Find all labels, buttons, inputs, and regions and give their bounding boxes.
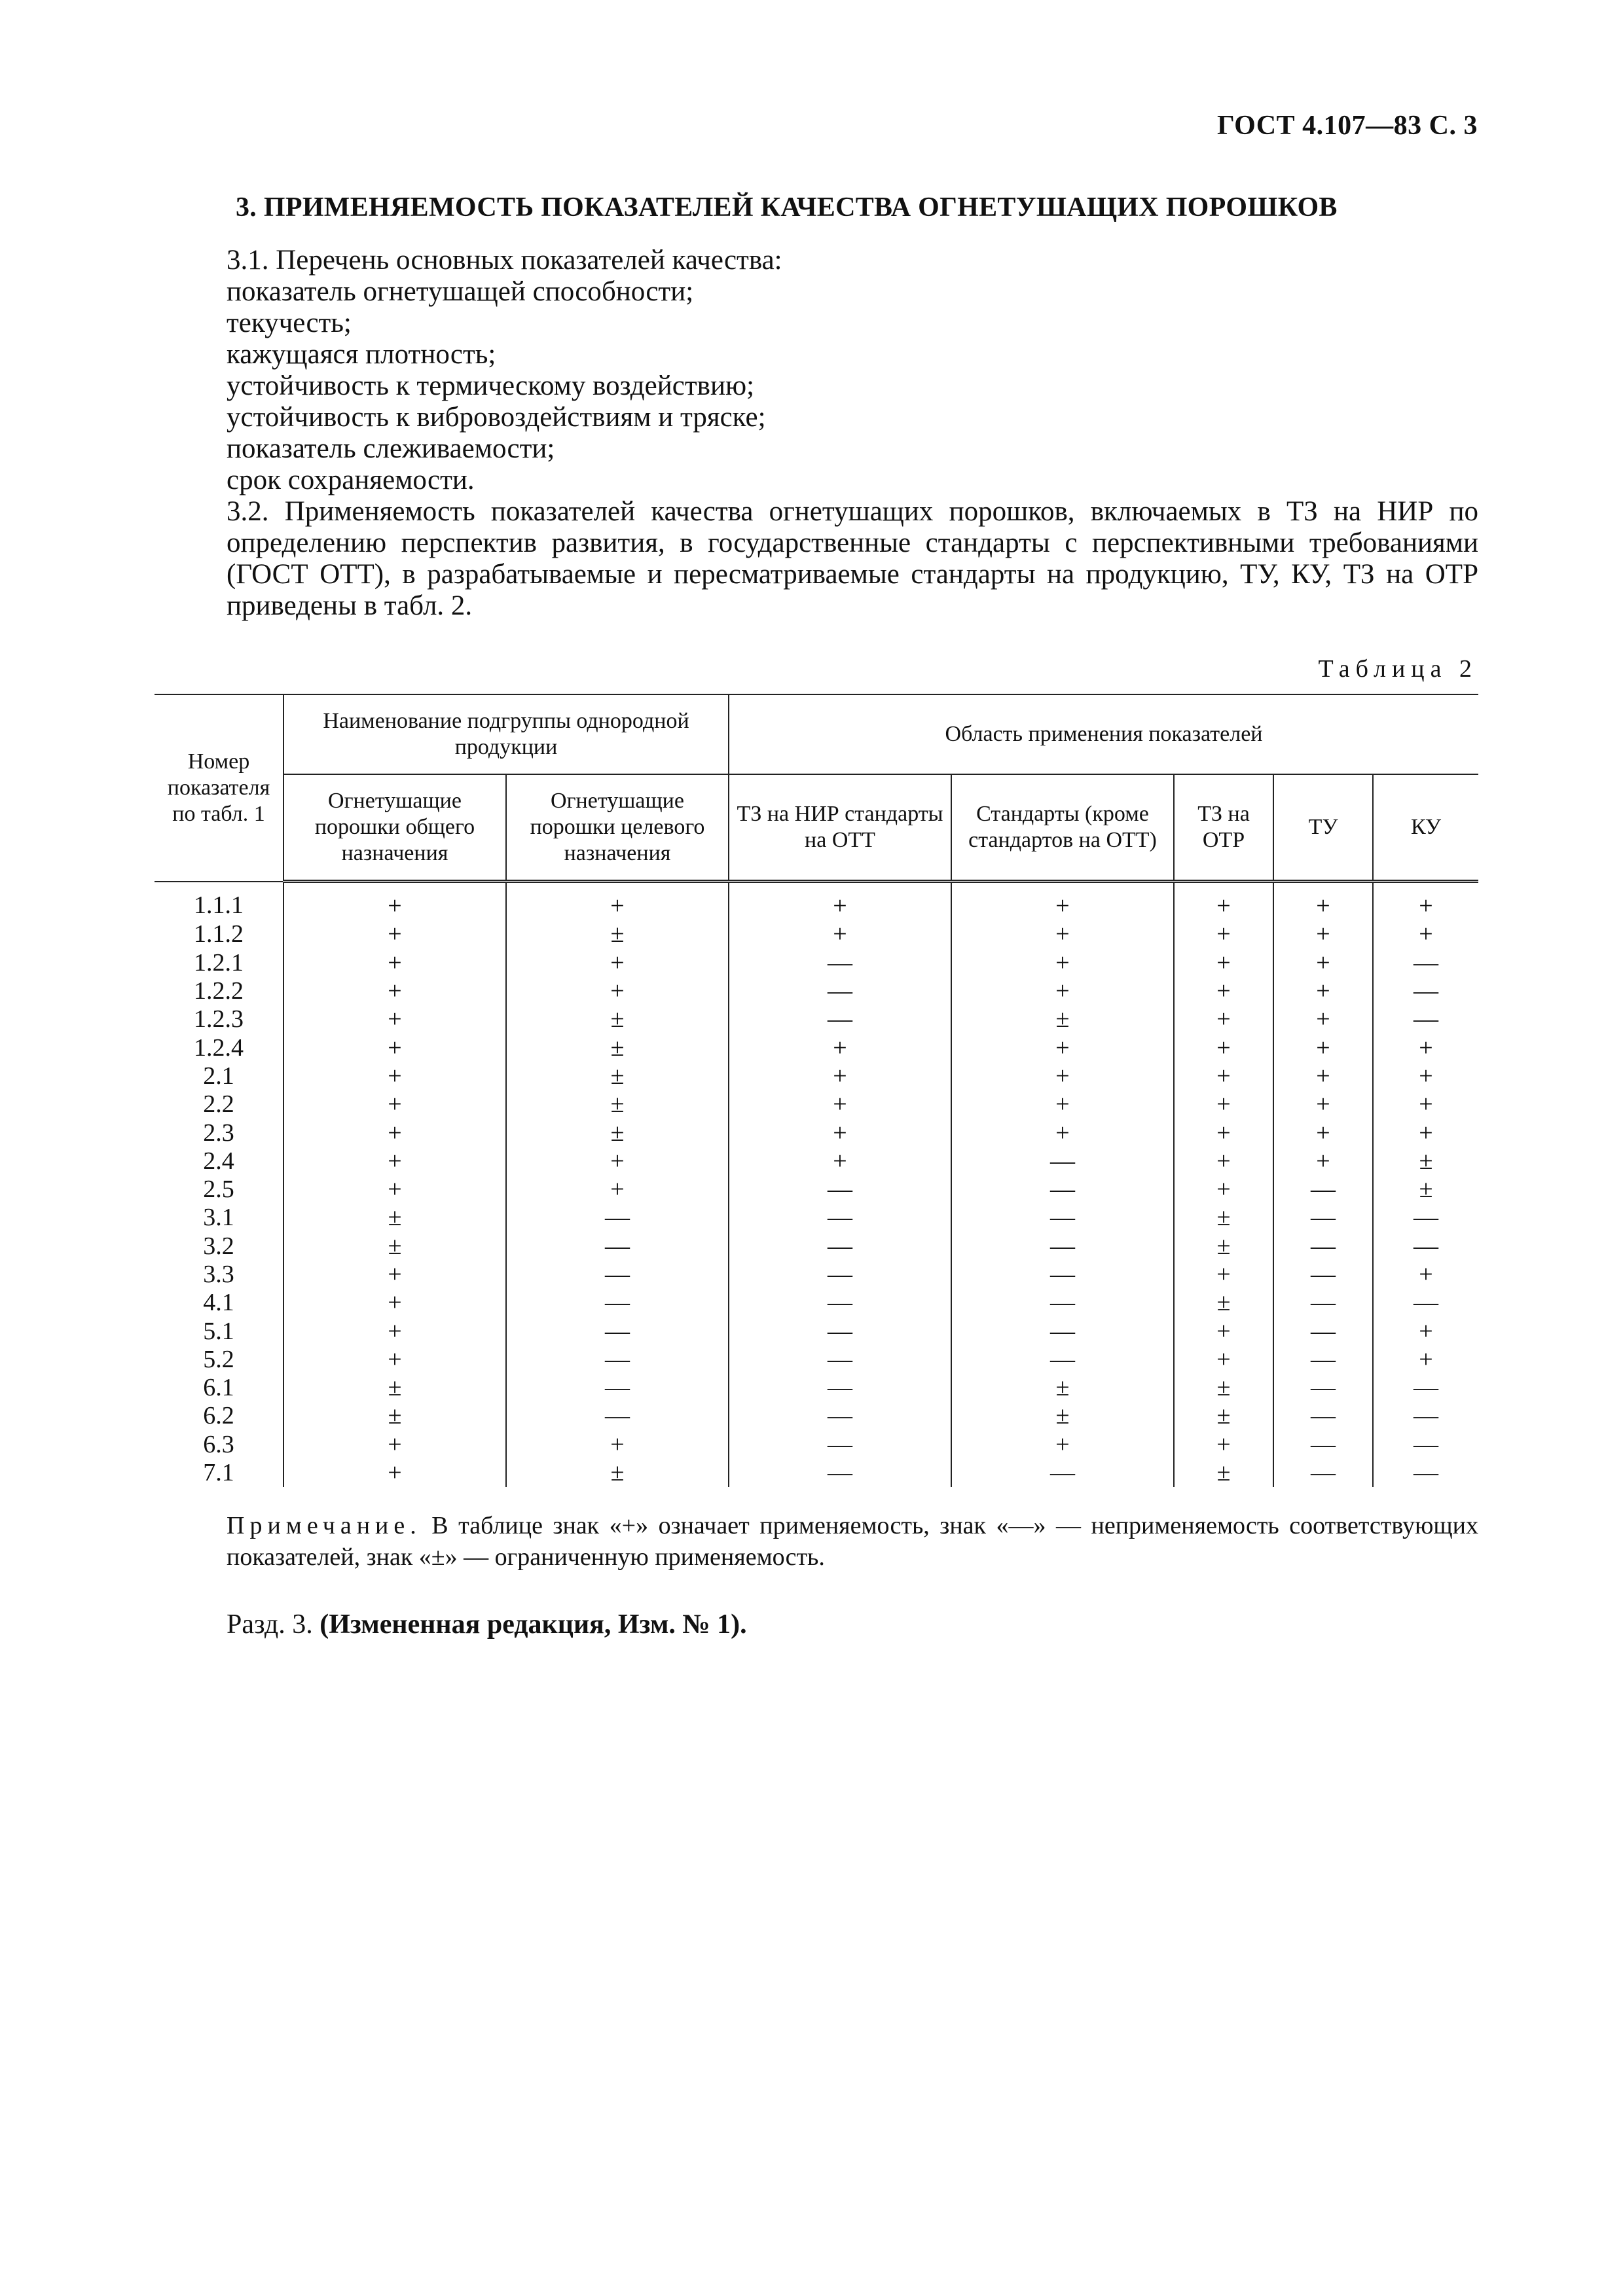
applicability-cell: ±	[1373, 1147, 1478, 1175]
applicability-cell: —	[506, 1204, 729, 1232]
applicability-cell: +	[283, 1317, 506, 1345]
table-row	[155, 1261, 1478, 1289]
applicability-cell: —	[729, 1261, 951, 1289]
applicability-cell: —	[506, 1402, 729, 1430]
applicability-cell: —	[729, 1346, 951, 1374]
indicator-number-cell: 3.3	[203, 1261, 234, 1288]
header-ku: КУ	[1373, 774, 1478, 882]
applicability-cell: —	[951, 1317, 1174, 1345]
table-row	[155, 1232, 1478, 1261]
applicability-cell: +	[1273, 882, 1373, 921]
applicability-cell: +	[1373, 1261, 1478, 1289]
applicability-cell: +	[506, 1147, 729, 1175]
applicability-cell: +	[506, 977, 729, 1005]
applicability-cell: —	[506, 1289, 729, 1317]
applicability-cell: +	[1174, 920, 1273, 948]
applicability-cell: ±	[283, 1232, 506, 1261]
indicator-number-cell: 3.1	[203, 1204, 234, 1232]
indicator-number-cell: 5.1	[203, 1317, 234, 1345]
applicability-cell: +	[951, 1090, 1174, 1119]
applicability-cell: +	[1174, 1317, 1273, 1345]
applicability-cell: +	[1174, 949, 1273, 977]
applicability-cell: +	[729, 882, 951, 921]
applicability-cell: —	[1273, 1459, 1373, 1487]
applicability-cell: —	[506, 1232, 729, 1261]
indicator-number-cell: 7.1	[203, 1459, 234, 1487]
applicability-cell: +	[1174, 1346, 1273, 1374]
applicability-cell: +	[1273, 1090, 1373, 1119]
revision-prefix: Разд. 3.	[227, 1609, 313, 1640]
applicability-cell: ±	[951, 1005, 1174, 1033]
applicability-cell: —	[729, 1204, 951, 1232]
section-title: 3. ПРИМЕНЯЕМОСТЬ ПОКАЗАТЕЛЕЙ КАЧЕСТВА ОГНЕТУШАЩИХ ПОРОШКОВ	[236, 192, 1338, 223]
applicability-cell: +	[506, 882, 729, 921]
applicability-cell: +	[1174, 1005, 1273, 1033]
applicability-cell: +	[1373, 1090, 1478, 1119]
indicator-number-cell: 1.1.2	[194, 920, 244, 948]
indicator-number-cell: 2.3	[203, 1119, 234, 1147]
applicability-cell: —	[1273, 1175, 1373, 1204]
revision-bold: (Измененная редакция, Изм. № 1).	[319, 1609, 747, 1640]
applicability-cell: +	[951, 1119, 1174, 1147]
applicability-cell: —	[729, 1374, 951, 1402]
applicability-cell: +	[1373, 1119, 1478, 1147]
table-row	[155, 977, 1478, 1005]
applicability-cell: —	[506, 1374, 729, 1402]
applicability-cell: —	[951, 1261, 1174, 1289]
applicability-cell: —	[1373, 1374, 1478, 1402]
table-row	[155, 1459, 1478, 1487]
applicability-cell: +	[729, 1119, 951, 1147]
header-tz-nir: ТЗ на НИР стандарты на ОТТ	[729, 774, 951, 882]
applicability-cell: —	[729, 1431, 951, 1459]
applicability-cell: +	[283, 1289, 506, 1317]
table-note	[155, 1510, 1478, 1573]
applicability-cell: +	[1273, 949, 1373, 977]
applicability-cell: +	[283, 1459, 506, 1487]
applicability-cell: +	[951, 949, 1174, 977]
applicability-cell: ±	[506, 920, 729, 948]
table-row	[155, 882, 1478, 921]
applicability-cell: +	[951, 1033, 1174, 1062]
applicability-cell: +	[283, 949, 506, 977]
applicability-cell: —	[729, 977, 951, 1005]
applicability-cell: —	[1273, 1261, 1373, 1289]
applicability-cell: —	[1373, 1459, 1478, 1487]
header-application-scope: Область применения показателей	[729, 694, 1478, 774]
list-item: показатель огнетушащей способности;	[227, 276, 694, 307]
applicability-cell: —	[1273, 1289, 1373, 1317]
table-row	[155, 1204, 1478, 1232]
table-row	[155, 1005, 1478, 1033]
indicator-number-cell: 1.2.4	[194, 1033, 244, 1062]
applicability-cell: —	[729, 949, 951, 977]
table-row	[155, 1033, 1478, 1062]
applicability-cell: +	[951, 1431, 1174, 1459]
table-row	[155, 949, 1478, 977]
applicability-cell: +	[1273, 1005, 1373, 1033]
applicability-cell: +	[1373, 1346, 1478, 1374]
applicability-cell: +	[1373, 920, 1478, 948]
applicability-cell: —	[951, 1232, 1174, 1261]
indicator-number-cell: 1.2.3	[194, 1005, 244, 1033]
applicability-cell: ±	[506, 1005, 729, 1033]
table-row	[155, 1147, 1478, 1175]
applicability-cell: —	[1373, 1005, 1478, 1033]
table-row	[155, 1090, 1478, 1119]
indicator-number-cell: 2.4	[203, 1147, 234, 1175]
applicability-cell: +	[1174, 1090, 1273, 1119]
applicability-cell: +	[1273, 1033, 1373, 1062]
page-header: ГОСТ 4.107—83 С. 3	[1216, 111, 1478, 141]
applicability-cell: +	[283, 977, 506, 1005]
applicability-cell: ±	[283, 1374, 506, 1402]
applicability-cell: —	[1373, 949, 1478, 977]
applicability-cell: —	[951, 1147, 1174, 1175]
indicator-number-cell: 2.1	[203, 1062, 234, 1090]
applicability-cell: +	[1174, 882, 1273, 921]
indicator-number-cell: 6.1	[203, 1374, 234, 1402]
indicator-number-cell: 1.1.1	[194, 891, 244, 920]
table-row	[155, 1402, 1478, 1430]
quality-indicators-list	[227, 245, 1478, 496]
list-item: текучесть;	[227, 308, 352, 338]
applicability-cell: ±	[951, 1374, 1174, 1402]
applicability-cell: ±	[1174, 1374, 1273, 1402]
paragraph-3-2-text: 3.2. Применяемость показателей качества огнетушащих порошков, включаемых в ТЗ на НИР по определению перспектив развития, в государственные стандарты с перспективными требованиями (ГОСТ ОТТ), в разрабатываемые и пересматриваемые стандарты на продукцию, ТУ, КУ, ТЗ на ОТР приведены в табл. 2.	[227, 496, 1478, 621]
applicability-cell: +	[283, 1261, 506, 1289]
table-row	[155, 1346, 1478, 1374]
applicability-cell: +	[1273, 1062, 1373, 1090]
applicability-cell: —	[1273, 1374, 1373, 1402]
table-row	[155, 1374, 1478, 1402]
applicability-cell: +	[1174, 1033, 1273, 1062]
indicator-number-cell: 1.2.2	[194, 977, 244, 1005]
applicability-cell: +	[1373, 1317, 1478, 1345]
applicability-cell: +	[951, 920, 1174, 948]
applicability-cell: ±	[1174, 1232, 1273, 1261]
applicability-cell: +	[283, 1147, 506, 1175]
applicability-cell: +	[506, 949, 729, 977]
list-intro: 3.1. Перечень основных показателей качества:	[227, 245, 782, 276]
note-text: В таблице знак «+» означает применяемость, знак «—» — неприменяемость соответствующих показателей, знак «±» — ограниченную применяемость.	[227, 1512, 1478, 1571]
note-label: Примечание.	[227, 1512, 422, 1539]
applicability-cell: —	[1373, 1402, 1478, 1430]
indicator-number-cell: 4.1	[203, 1289, 234, 1317]
applicability-cell: +	[283, 1431, 506, 1459]
applicability-cell: ±	[506, 1119, 729, 1147]
applicability-cell: ±	[506, 1033, 729, 1062]
table-row	[155, 1062, 1478, 1090]
applicability-table	[155, 694, 1478, 1487]
applicability-cell: —	[1373, 1232, 1478, 1261]
applicability-cell: —	[1273, 1232, 1373, 1261]
applicability-cell: —	[951, 1346, 1174, 1374]
applicability-cell: ±	[1174, 1402, 1273, 1430]
applicability-cell: —	[1373, 1204, 1478, 1232]
applicability-cell: —	[729, 1232, 951, 1261]
applicability-cell: ±	[951, 1402, 1174, 1430]
applicability-cell: +	[283, 1346, 506, 1374]
applicability-cell: +	[729, 1147, 951, 1175]
applicability-cell: —	[506, 1317, 729, 1345]
applicability-cell: —	[1273, 1317, 1373, 1345]
applicability-cell: —	[951, 1459, 1174, 1487]
applicability-cell: —	[951, 1289, 1174, 1317]
indicator-number-cell: 5.2	[203, 1345, 234, 1373]
list-item: кажущаяся плотность;	[227, 339, 496, 370]
applicability-cell: +	[1174, 977, 1273, 1005]
applicability-cell: —	[951, 1204, 1174, 1232]
indicator-number-cell: 2.5	[203, 1175, 234, 1204]
table-row	[155, 1175, 1478, 1204]
applicability-cell: ±	[1373, 1175, 1478, 1204]
applicability-cell: +	[729, 1090, 951, 1119]
applicability-cell: +	[283, 1062, 506, 1090]
applicability-cell: +	[283, 1175, 506, 1204]
applicability-cell: ±	[1174, 1289, 1273, 1317]
applicability-cell: +	[1273, 1119, 1373, 1147]
applicability-cell: —	[506, 1261, 729, 1289]
applicability-cell: +	[951, 977, 1174, 1005]
applicability-cell: +	[1273, 977, 1373, 1005]
header-tu: ТУ	[1273, 774, 1373, 882]
applicability-cell: —	[1273, 1402, 1373, 1430]
applicability-cell: —	[729, 1402, 951, 1430]
applicability-cell: ±	[283, 1402, 506, 1430]
applicability-cell: +	[283, 882, 506, 921]
revision-note	[227, 1609, 747, 1640]
applicability-cell: ±	[1174, 1459, 1273, 1487]
header-special-purpose: Огнетушащие порошки целевого назначения	[506, 774, 729, 882]
applicability-cell: —	[729, 1459, 951, 1487]
applicability-cell: +	[506, 1175, 729, 1204]
applicability-cell: —	[729, 1289, 951, 1317]
table-row	[155, 1431, 1478, 1459]
applicability-cell: —	[1273, 1204, 1373, 1232]
applicability-cell: ±	[506, 1090, 729, 1119]
applicability-cell: +	[283, 1119, 506, 1147]
indicator-number-cell: 3.2	[203, 1232, 234, 1260]
applicability-cell: +	[283, 1090, 506, 1119]
indicator-number-cell: 6.3	[203, 1430, 234, 1458]
applicability-cell: +	[1373, 882, 1478, 921]
applicability-cell: —	[1373, 1431, 1478, 1459]
list-item: показатель слеживаемости;	[227, 433, 555, 464]
applicability-cell: ±	[283, 1204, 506, 1232]
applicability-cell: —	[1273, 1346, 1373, 1374]
indicator-number-cell: 2.2	[203, 1090, 234, 1119]
applicability-cell: +	[1273, 920, 1373, 948]
indicator-number-cell: 1.2.1	[194, 948, 244, 977]
applicability-cell: +	[729, 1062, 951, 1090]
applicability-cell: —	[1373, 1289, 1478, 1317]
header-indicator-number: Номер показателя по табл. 1	[155, 694, 283, 882]
applicability-cell: +	[1174, 1119, 1273, 1147]
list-item: устойчивость к вибровоздействиям и тряске;	[227, 402, 766, 433]
applicability-cell: +	[729, 920, 951, 948]
applicability-cell: +	[1174, 1147, 1273, 1175]
table-row	[155, 1289, 1478, 1317]
applicability-cell: +	[951, 1062, 1174, 1090]
applicability-cell: +	[1174, 1175, 1273, 1204]
table-row	[155, 1317, 1478, 1345]
header-general-purpose: Огнетушащие порошки общего назначения	[283, 774, 506, 882]
applicability-cell: —	[1273, 1431, 1373, 1459]
applicability-cell: +	[1174, 1261, 1273, 1289]
list-item: срок сохраняемости.	[227, 465, 475, 495]
applicability-cell: +	[1174, 1431, 1273, 1459]
applicability-cell: ±	[1174, 1204, 1273, 1232]
table-caption: Таблица 2	[1318, 655, 1478, 683]
applicability-cell: +	[1174, 1062, 1273, 1090]
applicability-cell: +	[283, 1033, 506, 1062]
applicability-cell: —	[506, 1346, 729, 1374]
applicability-cell: +	[1373, 1033, 1478, 1062]
applicability-cell: +	[1373, 1062, 1478, 1090]
header-standards: Стандарты (кроме стандартов на ОТТ)	[951, 774, 1174, 882]
table-row	[155, 920, 1478, 948]
applicability-cell: +	[283, 920, 506, 948]
table-row	[155, 1119, 1478, 1147]
paragraph-3-2	[155, 496, 1478, 622]
applicability-cell: +	[506, 1431, 729, 1459]
applicability-cell: +	[729, 1033, 951, 1062]
table-body	[155, 882, 1478, 1488]
applicability-cell: —	[729, 1317, 951, 1345]
applicability-cell: —	[729, 1175, 951, 1204]
header-product-group: Наименование подгруппы однородной продукции	[283, 694, 729, 774]
applicability-cell: —	[951, 1175, 1174, 1204]
applicability-cell: ±	[506, 1459, 729, 1487]
applicability-cell: —	[1373, 977, 1478, 1005]
applicability-cell: —	[729, 1005, 951, 1033]
applicability-cell: +	[951, 882, 1174, 921]
applicability-cell: ±	[506, 1062, 729, 1090]
indicator-number-cell: 6.2	[203, 1402, 234, 1430]
header-tz-otr: ТЗ на ОТР	[1174, 774, 1273, 882]
applicability-cell: +	[1273, 1147, 1373, 1175]
list-item: устойчивость к термическому воздействию;	[227, 370, 755, 401]
applicability-cell: +	[283, 1005, 506, 1033]
